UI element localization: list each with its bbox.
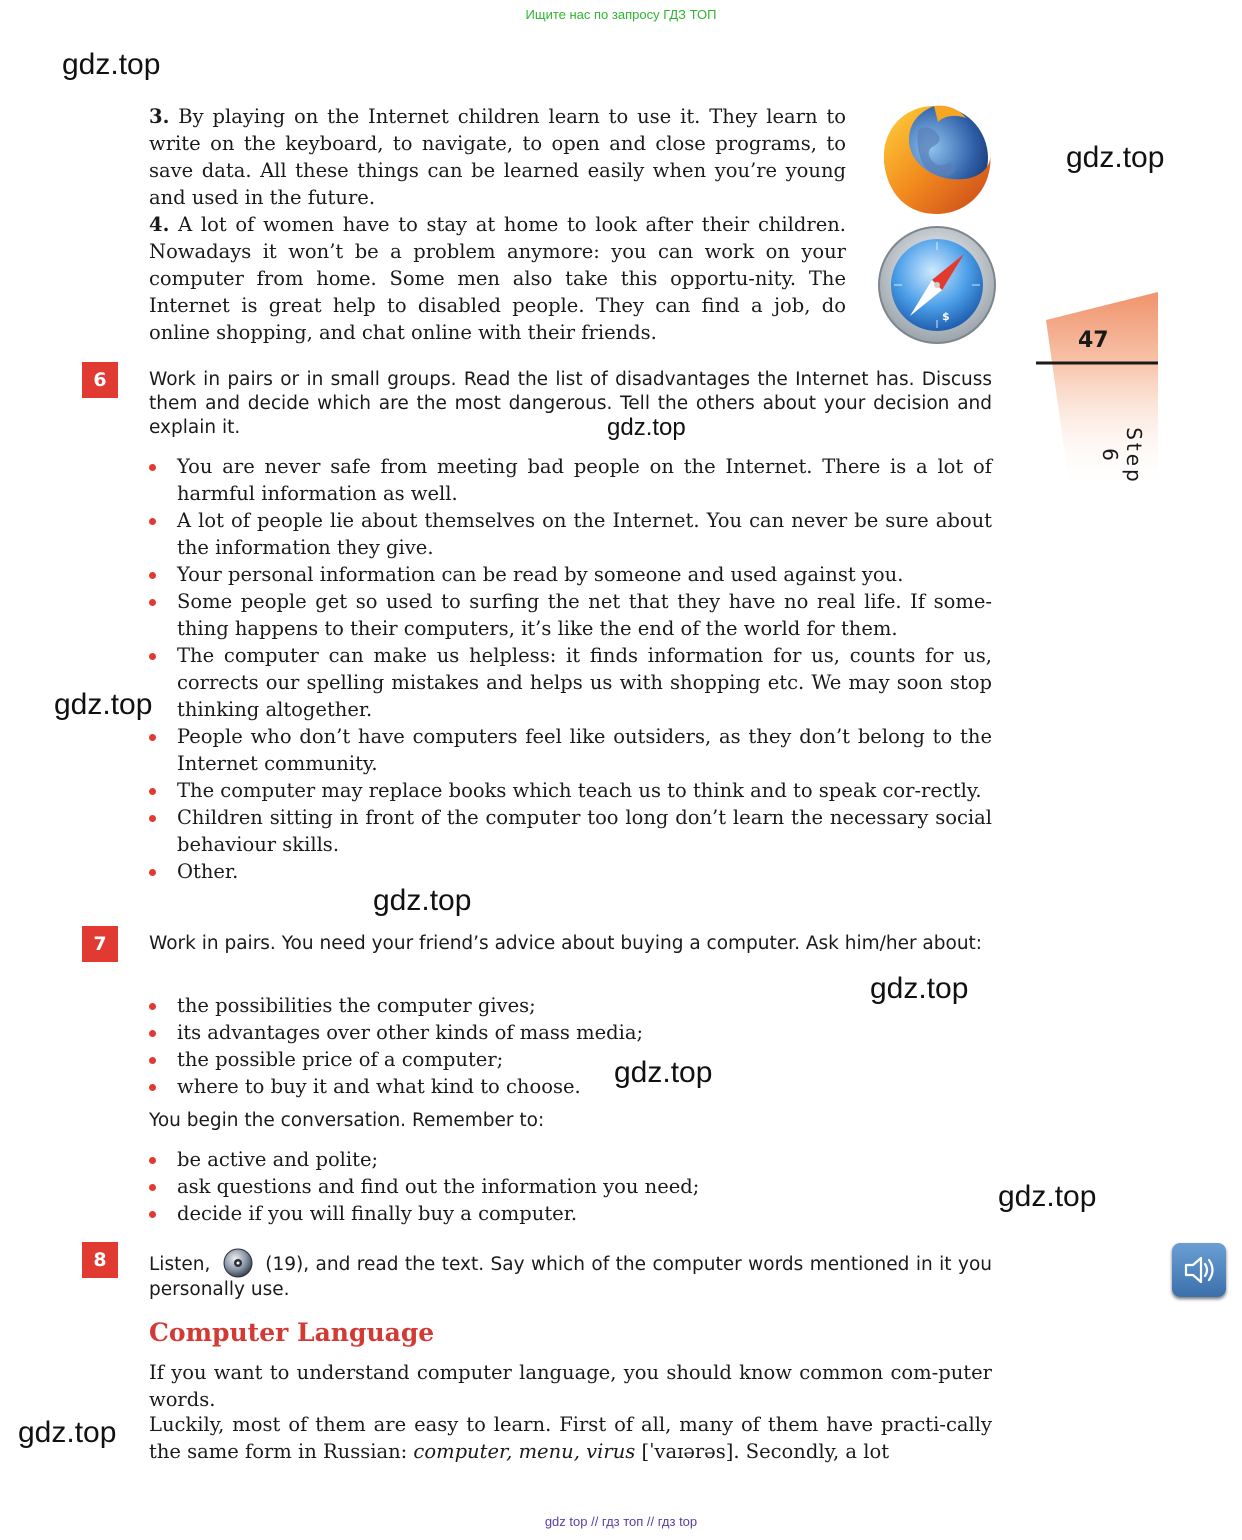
section-4-number: 4. [149, 213, 170, 236]
bullet-icon [149, 653, 156, 660]
section-3-number: 3. [149, 105, 170, 128]
task-7-list-2 [149, 1146, 992, 1227]
list-item: the possibilities the computer gives; [149, 992, 992, 1019]
section-4-paragraph [149, 211, 846, 346]
bullet-icon [149, 1157, 156, 1164]
watermark: gdz.top [373, 884, 472, 917]
article-italic-words: computer, menu, virus [413, 1440, 636, 1463]
list-item: Some people get so used to surfing the net that they have no real life. If some-thing happens to their computers, it’s like the end of the world for them. [149, 588, 992, 642]
bullet-icon [149, 788, 156, 795]
bullet-icon [149, 464, 156, 471]
watermark: gdz.top [1066, 141, 1165, 174]
watermark: gdz.top [607, 414, 686, 441]
bullet-icon [149, 815, 156, 822]
list-item: You are never safe from meeting bad people on the Internet. There is a lot of harmful information as well. [149, 453, 992, 507]
list-item: decide if you will finally buy a computer. [149, 1200, 992, 1227]
bullet-icon [149, 869, 156, 876]
list-item: Children sitting in front of the computer too long don’t learn the necessary social behaviour skills. [149, 804, 992, 858]
bullet-icon [149, 572, 156, 579]
bullet-icon [149, 518, 156, 525]
task-6-instruction: Work in pairs or in small groups. Read the list of disadvantages the Internet has. Discuss them and decide which are the most dangerous. Tell the others about your decision and explain it. [149, 369, 992, 438]
svg-text:$: $ [942, 310, 950, 323]
firefox-logo-icon [874, 100, 996, 220]
list-item: ask questions and find out the information you need; [149, 1173, 992, 1200]
bullet-icon [149, 1030, 156, 1037]
article-text: Luckily, most of them are easy to learn. First of all, many of them have practi-cally the same form in Russian: [149, 1413, 992, 1463]
task-8-rest: (19), and read the text. Say which of the computer words mentioned in it you personally use. [149, 1254, 992, 1300]
watermark: gdz.top [62, 48, 161, 81]
list-item: A lot of people lie about themselves on the Internet. You can never be sure about the information they give. [149, 507, 992, 561]
article-text-end: . Secondly, a lot [733, 1440, 890, 1463]
step-label: Step 6 [1098, 427, 1146, 485]
article-paragraph-1: If you want to understand computer language, you should know common com-puter words. [149, 1361, 992, 1411]
page-number: 47 [1078, 328, 1109, 353]
article-paragraph-2 [149, 1411, 992, 1465]
audio-play-button[interactable] [1172, 1243, 1226, 1297]
task-8-listen: Listen, [149, 1254, 211, 1275]
bullet-icon [149, 1211, 156, 1218]
audio-cd-icon[interactable] [223, 1248, 253, 1278]
task-8-instruction [149, 1248, 992, 1302]
task-7-remember: You begin the conversation. Remember to: [149, 1110, 545, 1131]
watermark: gdz.top [998, 1180, 1097, 1213]
speaker-icon [1172, 1243, 1226, 1297]
list-item: be active and polite; [149, 1146, 992, 1173]
bullet-icon [149, 734, 156, 741]
watermark: gdz.top [870, 972, 969, 1005]
list-item: People who don’t have computers feel like outsiders, as they don’t belong to the Internet community. [149, 723, 992, 777]
phonetic-transcription: [ˈvaɪərəs] [641, 1440, 734, 1463]
list-item: The computer may replace books which teach us to think and to speak cor-rectly. [149, 777, 992, 804]
task-7-instruction: Work in pairs. You need your friend’s advice about buying a computer. Ask him/her about: [149, 933, 983, 954]
list-item: Other. [149, 858, 992, 885]
bullet-icon [149, 1084, 156, 1091]
list-item: its advantages over other kinds of mass media; [149, 1019, 992, 1046]
bullet-icon [149, 599, 156, 606]
task-6-list [149, 453, 992, 885]
watermark: gdz.top [18, 1416, 117, 1449]
bullet-icon [149, 1057, 156, 1064]
list-item: The computer can make us helpless: it finds information for us, counts for us, corrects our spelling mistakes and helps us with shopping etc. We may soon stop thinking altogether. [149, 642, 992, 723]
watermark: gdz.top [54, 688, 153, 721]
bullet-icon [149, 1003, 156, 1010]
section-3-paragraph [149, 103, 846, 211]
task-7-badge: 7 [82, 926, 118, 962]
task-6-badge: 6 [82, 362, 118, 398]
list-item: Your personal information can be read by someone and used against you. [149, 561, 992, 588]
article-title: Computer Language [149, 1318, 435, 1347]
page-side-tab [1030, 290, 1170, 490]
list-item: the possible price of a computer; [149, 1046, 992, 1073]
top-banner[interactable]: Ищите нас по запросу ГДЗ ТОП [525, 7, 717, 22]
footer-links[interactable]: gdz top // гдз топ // гдз top [544, 1514, 698, 1529]
task-7-list [149, 992, 992, 1100]
watermark: gdz.top [614, 1056, 713, 1089]
task-8-badge: 8 [82, 1242, 118, 1278]
safari-compass-icon [876, 224, 998, 346]
list-item: where to buy it and what kind to choose. [149, 1073, 992, 1100]
section-3-text: By playing on the Internet children learn to use it. They learn to write on the keyboard, to navigate, to open and close programs, to save data. All these things can be learned easily when you’re young and used in the future. [149, 105, 846, 209]
section-4-text: A lot of women have to stay at home to look after their children. Nowadays it won’t be a problem anymore: you can work on your computer from home. Some men also take this opportu-nity. The Internet is great help to disabled people. They can find a job, do online shopping, and chat online with their friends. [149, 213, 846, 344]
bullet-icon [149, 1184, 156, 1191]
